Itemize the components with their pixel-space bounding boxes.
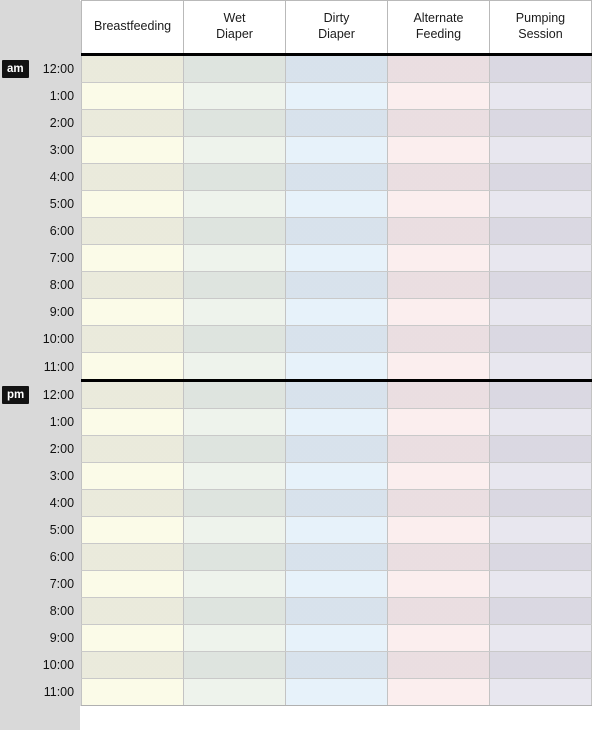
table-row	[0, 110, 592, 137]
cell-alternate-feeding[interactable]	[387, 571, 489, 598]
header-corner-time	[31, 1, 82, 55]
cell-pumping-session[interactable]	[489, 272, 591, 299]
cell-wet-diaper[interactable]	[184, 517, 286, 544]
cell-wet-diaper[interactable]	[184, 463, 286, 490]
column-header-line1: Alternate	[413, 11, 464, 26]
table-header	[0, 1, 592, 55]
cell-breastfeeding[interactable]	[82, 55, 184, 83]
cell-wet-diaper[interactable]	[184, 191, 286, 218]
time-label: 11:00	[31, 353, 82, 381]
cell-pumping-session[interactable]	[489, 436, 591, 463]
cell-pumping-session[interactable]	[489, 326, 591, 353]
ampm-cell	[0, 571, 31, 598]
cell-pumping-session[interactable]	[489, 55, 591, 83]
cell-pumping-session[interactable]	[489, 409, 591, 436]
table-row	[0, 490, 592, 517]
cell-breastfeeding[interactable]	[82, 436, 184, 463]
cell-breastfeeding[interactable]	[82, 218, 184, 245]
column-header-pumping-session	[489, 1, 591, 55]
time-label: 6:00	[31, 218, 82, 245]
cell-alternate-feeding[interactable]	[387, 191, 489, 218]
time-label: 11:00	[31, 679, 82, 706]
time-label: 1:00	[31, 409, 82, 436]
ampm-cell	[0, 490, 31, 517]
time-label: 7:00	[31, 571, 82, 598]
ampm-cell	[0, 245, 31, 272]
cell-dirty-diaper[interactable]	[286, 679, 388, 706]
cell-alternate-feeding[interactable]	[387, 55, 489, 83]
ampm-cell	[0, 463, 31, 490]
cell-alternate-feeding[interactable]	[387, 598, 489, 625]
cell-alternate-feeding[interactable]	[387, 299, 489, 326]
table-body	[0, 55, 592, 706]
time-label: 5:00	[31, 517, 82, 544]
cell-wet-diaper[interactable]	[184, 110, 286, 137]
cell-breastfeeding[interactable]	[82, 679, 184, 706]
cell-dirty-diaper[interactable]	[286, 353, 388, 381]
cell-alternate-feeding[interactable]	[387, 245, 489, 272]
cell-breastfeeding[interactable]	[82, 463, 184, 490]
cell-dirty-diaper[interactable]	[286, 436, 388, 463]
cell-alternate-feeding[interactable]	[387, 218, 489, 245]
cell-wet-diaper[interactable]	[184, 490, 286, 517]
time-label: 7:00	[31, 245, 82, 272]
time-label: 9:00	[31, 625, 82, 652]
column-header-alternate-feeding	[387, 1, 489, 55]
cell-breastfeeding[interactable]	[82, 490, 184, 517]
table-row	[0, 191, 592, 218]
cell-pumping-session[interactable]	[489, 625, 591, 652]
cell-alternate-feeding[interactable]	[387, 679, 489, 706]
ampm-cell	[0, 83, 31, 110]
ampm-cell	[0, 164, 31, 191]
cell-alternate-feeding[interactable]	[387, 164, 489, 191]
cell-alternate-feeding[interactable]	[387, 326, 489, 353]
cell-dirty-diaper[interactable]	[286, 463, 388, 490]
ampm-cell	[0, 381, 31, 409]
column-header-line2: Feeding	[415, 27, 462, 41]
ampm-cell	[0, 326, 31, 353]
time-label: 4:00	[31, 490, 82, 517]
cell-wet-diaper[interactable]	[184, 55, 286, 83]
ampm-badge: pm	[2, 386, 29, 404]
cell-wet-diaper[interactable]	[184, 326, 286, 353]
table-row	[0, 463, 592, 490]
cell-breastfeeding[interactable]	[82, 191, 184, 218]
table-row	[0, 218, 592, 245]
cell-breastfeeding[interactable]	[82, 83, 184, 110]
header-row	[0, 1, 592, 55]
table-row	[0, 436, 592, 463]
cell-breastfeeding[interactable]	[82, 544, 184, 571]
ampm-cell	[0, 409, 31, 436]
cell-dirty-diaper[interactable]	[286, 625, 388, 652]
ampm-cell	[0, 299, 31, 326]
cell-pumping-session[interactable]	[489, 463, 591, 490]
ampm-cell	[0, 272, 31, 299]
table-row	[0, 83, 592, 110]
cell-dirty-diaper[interactable]	[286, 326, 388, 353]
cell-alternate-feeding[interactable]	[387, 353, 489, 381]
column-header-line1: Wet	[223, 11, 246, 26]
cell-pumping-session[interactable]	[489, 490, 591, 517]
cell-breastfeeding[interactable]	[82, 571, 184, 598]
ampm-cell	[0, 679, 31, 706]
table-row	[0, 245, 592, 272]
cell-alternate-feeding[interactable]	[387, 137, 489, 164]
cell-alternate-feeding[interactable]	[387, 652, 489, 679]
cell-alternate-feeding[interactable]	[387, 409, 489, 436]
table-row	[0, 326, 592, 353]
cell-dirty-diaper[interactable]	[286, 164, 388, 191]
cell-pumping-session[interactable]	[489, 517, 591, 544]
cell-breastfeeding[interactable]	[82, 353, 184, 381]
ampm-cell	[0, 625, 31, 652]
cell-pumping-session[interactable]	[489, 218, 591, 245]
cell-alternate-feeding[interactable]	[387, 490, 489, 517]
header-corner-ampm	[0, 1, 31, 55]
cell-dirty-diaper[interactable]	[286, 571, 388, 598]
cell-breastfeeding[interactable]	[82, 598, 184, 625]
cell-pumping-session[interactable]	[489, 83, 591, 110]
cell-alternate-feeding[interactable]	[387, 272, 489, 299]
column-header-line1: Breastfeeding	[93, 19, 172, 34]
cell-wet-diaper[interactable]	[184, 571, 286, 598]
cell-dirty-diaper[interactable]	[286, 110, 388, 137]
cell-wet-diaper[interactable]	[184, 164, 286, 191]
cell-wet-diaper[interactable]	[184, 625, 286, 652]
cell-wet-diaper[interactable]	[184, 381, 286, 409]
cell-breastfeeding[interactable]	[82, 381, 184, 409]
cell-dirty-diaper[interactable]	[286, 272, 388, 299]
table-row	[0, 55, 592, 83]
cell-alternate-feeding[interactable]	[387, 544, 489, 571]
cell-dirty-diaper[interactable]	[286, 381, 388, 409]
ampm-cell	[0, 436, 31, 463]
ampm-cell	[0, 652, 31, 679]
cell-dirty-diaper[interactable]	[286, 191, 388, 218]
column-header-line2: Diaper	[216, 27, 253, 41]
column-header-wet-diaper	[184, 1, 286, 55]
cell-dirty-diaper[interactable]	[286, 598, 388, 625]
cell-wet-diaper[interactable]	[184, 544, 286, 571]
time-label: 12:00	[31, 381, 82, 409]
cell-breastfeeding[interactable]	[82, 299, 184, 326]
cell-dirty-diaper[interactable]	[286, 55, 388, 83]
time-label: 2:00	[31, 436, 82, 463]
cell-dirty-diaper[interactable]	[286, 218, 388, 245]
time-label: 1:00	[31, 83, 82, 110]
cell-alternate-feeding[interactable]	[387, 381, 489, 409]
cell-alternate-feeding[interactable]	[387, 110, 489, 137]
table-row	[0, 381, 592, 409]
cell-wet-diaper[interactable]	[184, 299, 286, 326]
cell-breastfeeding[interactable]	[82, 517, 184, 544]
cell-breastfeeding[interactable]	[82, 245, 184, 272]
table-row	[0, 517, 592, 544]
cell-dirty-diaper[interactable]	[286, 652, 388, 679]
time-label: 9:00	[31, 299, 82, 326]
time-label: 8:00	[31, 598, 82, 625]
cell-wet-diaper[interactable]	[184, 409, 286, 436]
cell-wet-diaper[interactable]	[184, 353, 286, 381]
cell-pumping-session[interactable]	[489, 652, 591, 679]
cell-pumping-session[interactable]	[489, 544, 591, 571]
table-row	[0, 598, 592, 625]
table-row	[0, 679, 592, 706]
time-label: 5:00	[31, 191, 82, 218]
cell-breastfeeding[interactable]	[82, 625, 184, 652]
table-row	[0, 137, 592, 164]
cell-alternate-feeding[interactable]	[387, 83, 489, 110]
table-row	[0, 409, 592, 436]
column-header-line2: Session	[518, 27, 563, 41]
time-label: 2:00	[31, 110, 82, 137]
ampm-cell	[0, 191, 31, 218]
cell-wet-diaper[interactable]	[184, 218, 286, 245]
cell-wet-diaper[interactable]	[184, 137, 286, 164]
cell-wet-diaper[interactable]	[184, 598, 286, 625]
column-header-breastfeeding	[82, 1, 184, 55]
time-label: 12:00	[31, 55, 82, 83]
cell-pumping-session[interactable]	[489, 245, 591, 272]
time-label: 8:00	[31, 272, 82, 299]
ampm-cell	[0, 218, 31, 245]
ampm-cell	[0, 137, 31, 164]
cell-breastfeeding[interactable]	[82, 409, 184, 436]
ampm-badge: am	[2, 60, 29, 78]
time-label: 10:00	[31, 652, 82, 679]
cell-wet-diaper[interactable]	[184, 83, 286, 110]
column-header-line1: Dirty	[323, 11, 350, 26]
cell-breastfeeding[interactable]	[82, 110, 184, 137]
cell-breastfeeding[interactable]	[82, 164, 184, 191]
cell-wet-diaper[interactable]	[184, 652, 286, 679]
table-row	[0, 571, 592, 598]
cell-dirty-diaper[interactable]	[286, 245, 388, 272]
cell-alternate-feeding[interactable]	[387, 436, 489, 463]
cell-wet-diaper[interactable]	[184, 679, 286, 706]
ampm-cell	[0, 544, 31, 571]
cell-pumping-session[interactable]	[489, 191, 591, 218]
cell-alternate-feeding[interactable]	[387, 463, 489, 490]
time-label: 4:00	[31, 164, 82, 191]
table-row	[0, 164, 592, 191]
cell-dirty-diaper[interactable]	[286, 544, 388, 571]
cell-dirty-diaper[interactable]	[286, 137, 388, 164]
table-row	[0, 272, 592, 299]
table-row	[0, 299, 592, 326]
column-header-dirty-diaper	[286, 1, 388, 55]
time-label: 3:00	[31, 463, 82, 490]
cell-dirty-diaper[interactable]	[286, 299, 388, 326]
ampm-cell	[0, 517, 31, 544]
cell-dirty-diaper[interactable]	[286, 490, 388, 517]
time-label: 6:00	[31, 544, 82, 571]
cell-pumping-session[interactable]	[489, 679, 591, 706]
table-row	[0, 652, 592, 679]
cell-pumping-session[interactable]	[489, 137, 591, 164]
time-label: 3:00	[31, 137, 82, 164]
table-row	[0, 544, 592, 571]
table-row	[0, 625, 592, 652]
ampm-cell	[0, 55, 31, 83]
cell-pumping-session[interactable]	[489, 571, 591, 598]
cell-dirty-diaper[interactable]	[286, 409, 388, 436]
cell-wet-diaper[interactable]	[184, 436, 286, 463]
cell-pumping-session[interactable]	[489, 110, 591, 137]
cell-alternate-feeding[interactable]	[387, 517, 489, 544]
cell-pumping-session[interactable]	[489, 299, 591, 326]
cell-pumping-session[interactable]	[489, 164, 591, 191]
cell-wet-diaper[interactable]	[184, 245, 286, 272]
cell-pumping-session[interactable]	[489, 381, 591, 409]
cell-breastfeeding[interactable]	[82, 137, 184, 164]
time-label: 10:00	[31, 326, 82, 353]
cell-alternate-feeding[interactable]	[387, 625, 489, 652]
cell-pumping-session[interactable]	[489, 353, 591, 381]
cell-dirty-diaper[interactable]	[286, 517, 388, 544]
column-header-line2: Diaper	[318, 27, 355, 41]
ampm-cell	[0, 598, 31, 625]
column-header-line1: Pumping	[515, 11, 566, 26]
cell-breastfeeding[interactable]	[82, 652, 184, 679]
cell-breastfeeding[interactable]	[82, 326, 184, 353]
table-row	[0, 353, 592, 381]
cell-breastfeeding[interactable]	[82, 272, 184, 299]
cell-pumping-session[interactable]	[489, 598, 591, 625]
ampm-cell	[0, 353, 31, 381]
ampm-cell	[0, 110, 31, 137]
cell-wet-diaper[interactable]	[184, 272, 286, 299]
cell-dirty-diaper[interactable]	[286, 83, 388, 110]
